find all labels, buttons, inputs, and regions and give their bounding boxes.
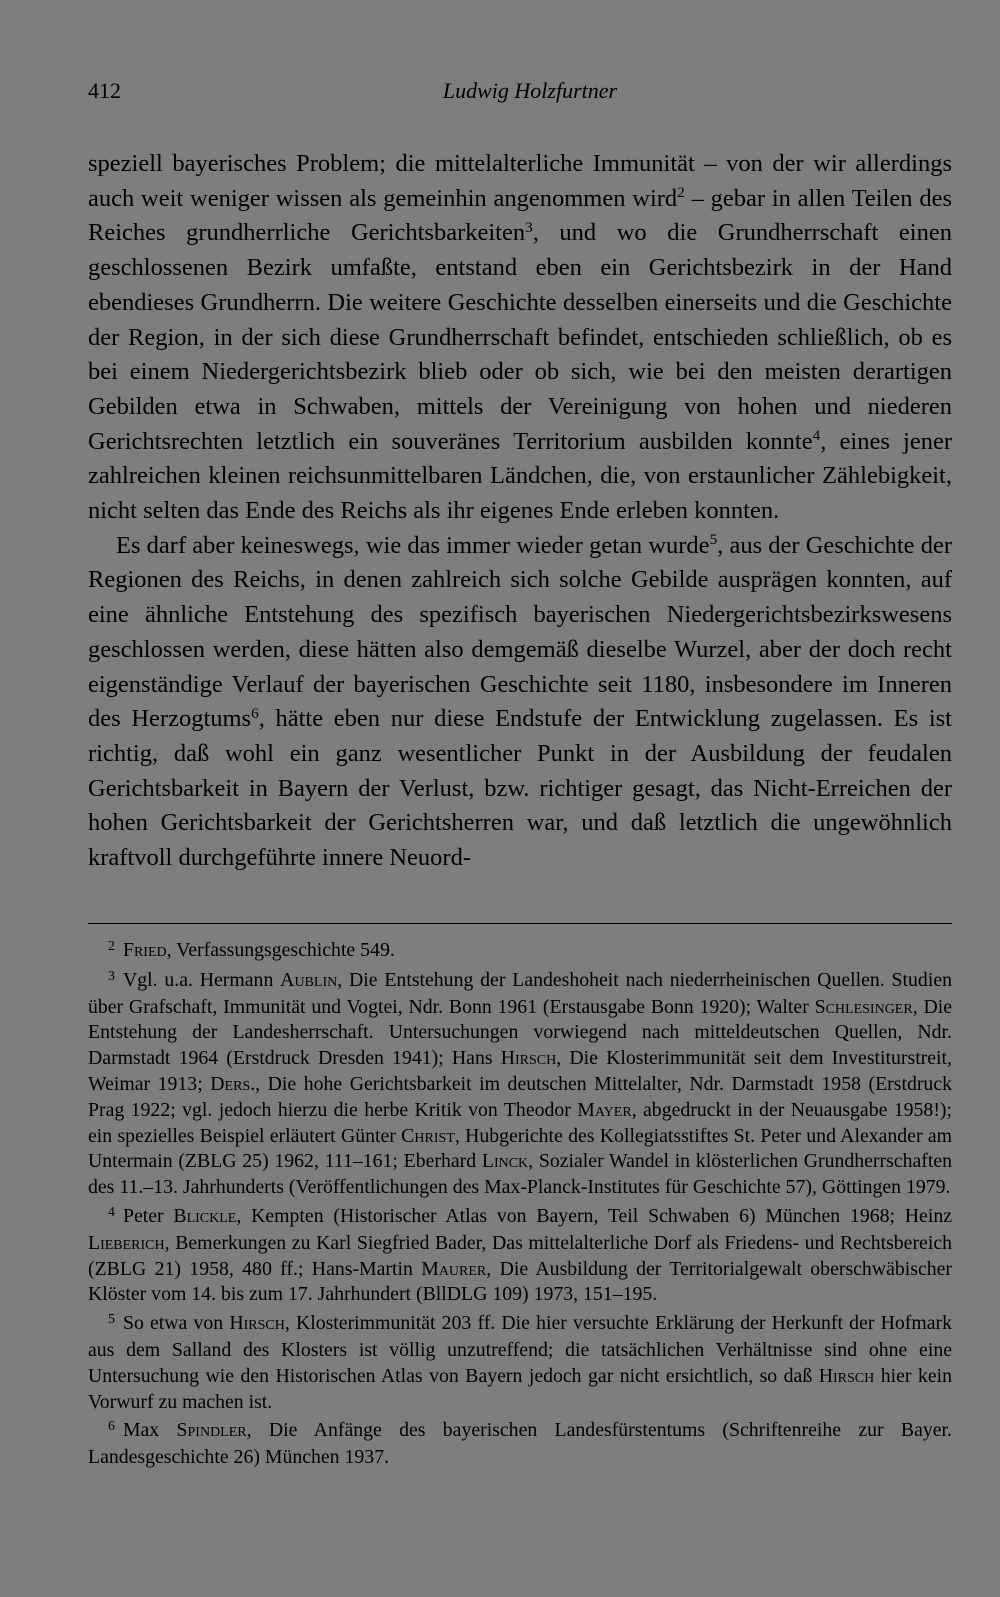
footnote-3 bbox=[88, 968, 952, 1201]
author-name: Spindler bbox=[176, 1419, 247, 1442]
author-name: Hirsch bbox=[818, 1364, 875, 1387]
text-segment: , hätte eben nur diese Endstufe der Entwicklung zugelassen. Es ist richtig, daß wohl ein ganz wesentlicher Punkt in der Ausbildung der feudalen Gerichtsbarkeit in Bayern der Verlust, bzw. richtiger gesagt, das Nicht-Erreichen der hohen Gerichtsbarkeit der Gerichtsherren war, und daß letztlich die ungewöhnlich kraftvoll durchgeführte innere Neuord- bbox=[88, 705, 952, 872]
footnote-text: Peter bbox=[122, 1204, 174, 1227]
footnote-text: Vgl. u.a. Hermann bbox=[122, 968, 281, 991]
footnote-text: , Die hohe Gerichtsbarkeit im deutschen Mittelalter, Ndr. Darmstadt 1958 (Erstdruck Prag 1922; vgl. jedoch hierzu die herbe Kritik von Theodor bbox=[88, 1072, 952, 1121]
running-head bbox=[88, 78, 952, 108]
footnote-2 bbox=[88, 938, 952, 965]
footnote-number: 4 bbox=[108, 1203, 115, 1219]
author-name: Linck bbox=[481, 1150, 529, 1173]
footnote-text: , Die Entstehung der Landeshoheit nach niederrheinischen Quellen. Studien über Grafschaft, Immunität und Vogtei, Ndr. Bonn 1961 (Erstausgabe Bonn 1920); Walter bbox=[88, 968, 952, 1018]
footnote-text: , Verfassungsgeschichte 549. bbox=[166, 939, 395, 961]
footnote-4 bbox=[88, 1204, 952, 1308]
main-text bbox=[88, 147, 952, 876]
footnote-6 bbox=[88, 1418, 952, 1471]
footnote-text: , Klosterimmunität 203 ff. Die hier versuchte Erklärung der Herkunft der Hofmark aus dem Salland des Klosters ist völlig unzutreffend; die tatsächlichen Verhältnisse sind ohne eine Untersuchung wie den Historischen Atlas von Bayern jedoch gar nicht ersichtlich, so daß bbox=[88, 1312, 952, 1387]
footnote-text: , Die Anfänge des bayerischen Landesfürstentums (Schriftenreihe zur Bayer. Landesgeschichte 26) München 1937. bbox=[88, 1419, 952, 1469]
text-segment: , und wo die Grundherrschaft einen geschlossenen Bezirk umfaßte, entstand eben ein Gerichtsbezirk in der Hand ebendieses Grundherrn. Die weitere Geschichte desselben einerseits und die Geschichte der Region, in der sich diese Grundherrschaft befindet, entschieden schließlich, ob es bei einem Niedergerichtsbezirk blieb oder ob sich, wie bei den meisten derartigen Gebilden etwa in Schwaben, mittels der Vereinigung von hohen und niederen Gerichtsrechten letztlich ein souveränes Territorium ausbilden konnte bbox=[88, 219, 952, 455]
author-name: Hirsch bbox=[500, 1047, 557, 1070]
footnote-ref: 6 bbox=[251, 704, 259, 722]
author-name: Schlesinger bbox=[814, 995, 913, 1018]
author-name: Blickle bbox=[173, 1204, 237, 1227]
author-name: Hirsch bbox=[229, 1312, 285, 1335]
footnote-ref: 2 bbox=[677, 184, 685, 202]
page-number: 412 bbox=[88, 78, 121, 103]
footnote-text: , Kempten (Historischer Atlas von Bayern, Teil Schwaben 6) München 1968; Heinz bbox=[236, 1204, 953, 1227]
footnote-text: , Hubgerichte des Kollegiatsstiftes St. Peter und Alexander am Untermain (ZBLG 25) 1962, 111–161; Eberhard bbox=[88, 1124, 952, 1173]
footnote-number: 3 bbox=[108, 967, 115, 983]
footnote-ref: 5 bbox=[709, 531, 718, 549]
footnote-5 bbox=[88, 1311, 952, 1415]
footnote-text: , Die Ausbildung der Territorialgewalt oberschwäbischer Klöster vom 14. bis zum 17. Jahrhundert (BllDLG 109) 1973, 151–195. bbox=[88, 1257, 952, 1306]
footnote-text: , Sozialer Wandel in klösterlichen Grundherrschaften des 11.–13. Jahrhunderts (Veröffentlichungen des Max-Planck-Institutes für Geschichte 57), Göttingen 1979. bbox=[88, 1150, 953, 1199]
author-name: Lieberich bbox=[88, 1231, 165, 1254]
footnote-rule bbox=[88, 923, 952, 924]
footnote-text: So etwa von bbox=[122, 1312, 230, 1335]
text-segment: speziell bayerisches Problem; die mittelalterliche Immunität – von der wir allerdings auch weit weniger wissen als gemeinhin angenommen wird bbox=[88, 150, 952, 212]
paragraph-2 bbox=[88, 529, 952, 876]
text-segment: – gebar in allen Teilen des Reiches grundherrliche Gerichtsbarkeiten bbox=[88, 184, 952, 247]
footnotes bbox=[88, 938, 952, 1474]
running-title: Ludwig Holzfurtner bbox=[442, 78, 618, 103]
paragraph-1 bbox=[88, 147, 952, 529]
author-name: Aublin bbox=[280, 968, 338, 991]
footnote-text: , Bemerkungen zu Karl Siegfried Bader, Das mittelalterliche Dorf als Friedens- und Rechtsbereich (ZBLG 21) 1958, 480 ff.; Hans-Martin bbox=[88, 1231, 952, 1280]
footnote-number: 5 bbox=[108, 1310, 115, 1326]
text-segment: Es darf aber keineswegs, wie das immer wieder getan wurde bbox=[116, 531, 710, 559]
footnote-text: , Die Entstehung der Landesherrschaft. Untersuchungen vorwiegend nach mitteldeutschen Quellen, Ndr. Darmstadt 1964 (Erstdruck Dresden 1941); Hans bbox=[88, 995, 952, 1070]
footnote-number: 6 bbox=[108, 1418, 115, 1434]
author-name: Christ bbox=[401, 1124, 455, 1147]
text-segment: , eines jener zahlreichen kleinen reichsunmittelbaren Ländchen, die, von erstaunlicher Zählebigkeit, nicht selten das Ende des Reichs als ihr eigenes Ende erleben konnten. bbox=[88, 427, 952, 525]
footnote-ref: 3 bbox=[525, 219, 533, 237]
footnote-text: , Die Klosterimmunität seit dem Investiturstreit, Weimar 1913; bbox=[88, 1047, 952, 1095]
footnote-text: Max bbox=[122, 1419, 177, 1442]
footnote-number: 2 bbox=[108, 937, 115, 953]
author-name: Ders. bbox=[210, 1072, 256, 1095]
footnote-text: hier kein Vorwurf zu machen ist. bbox=[88, 1364, 952, 1413]
author-name: Mayer bbox=[577, 1098, 632, 1121]
footnote-text: , abgedruckt in der Neuausgabe 1958!); ein spezielles Beispiel erläutert Günter bbox=[88, 1098, 952, 1147]
footnote-ref: 4 bbox=[812, 427, 821, 445]
author-name: Fried bbox=[122, 939, 167, 961]
text-segment: , aus der Geschichte der Regionen des Reichs, in denen zahlreich sich solche Gebilde ausprägen konnten, auf eine ähnliche Entstehung des spezifisch bayerischen Niedergerichtsbezirkswesens geschlossen werden, diese hätten also demgemäß dieselbe Wurzel, aber der doch recht eigenständige Verlauf der bayerischen Geschichte seit 1180, insbesondere im Inneren des Herzogtums bbox=[88, 531, 952, 733]
author-name: Maurer bbox=[421, 1257, 487, 1280]
